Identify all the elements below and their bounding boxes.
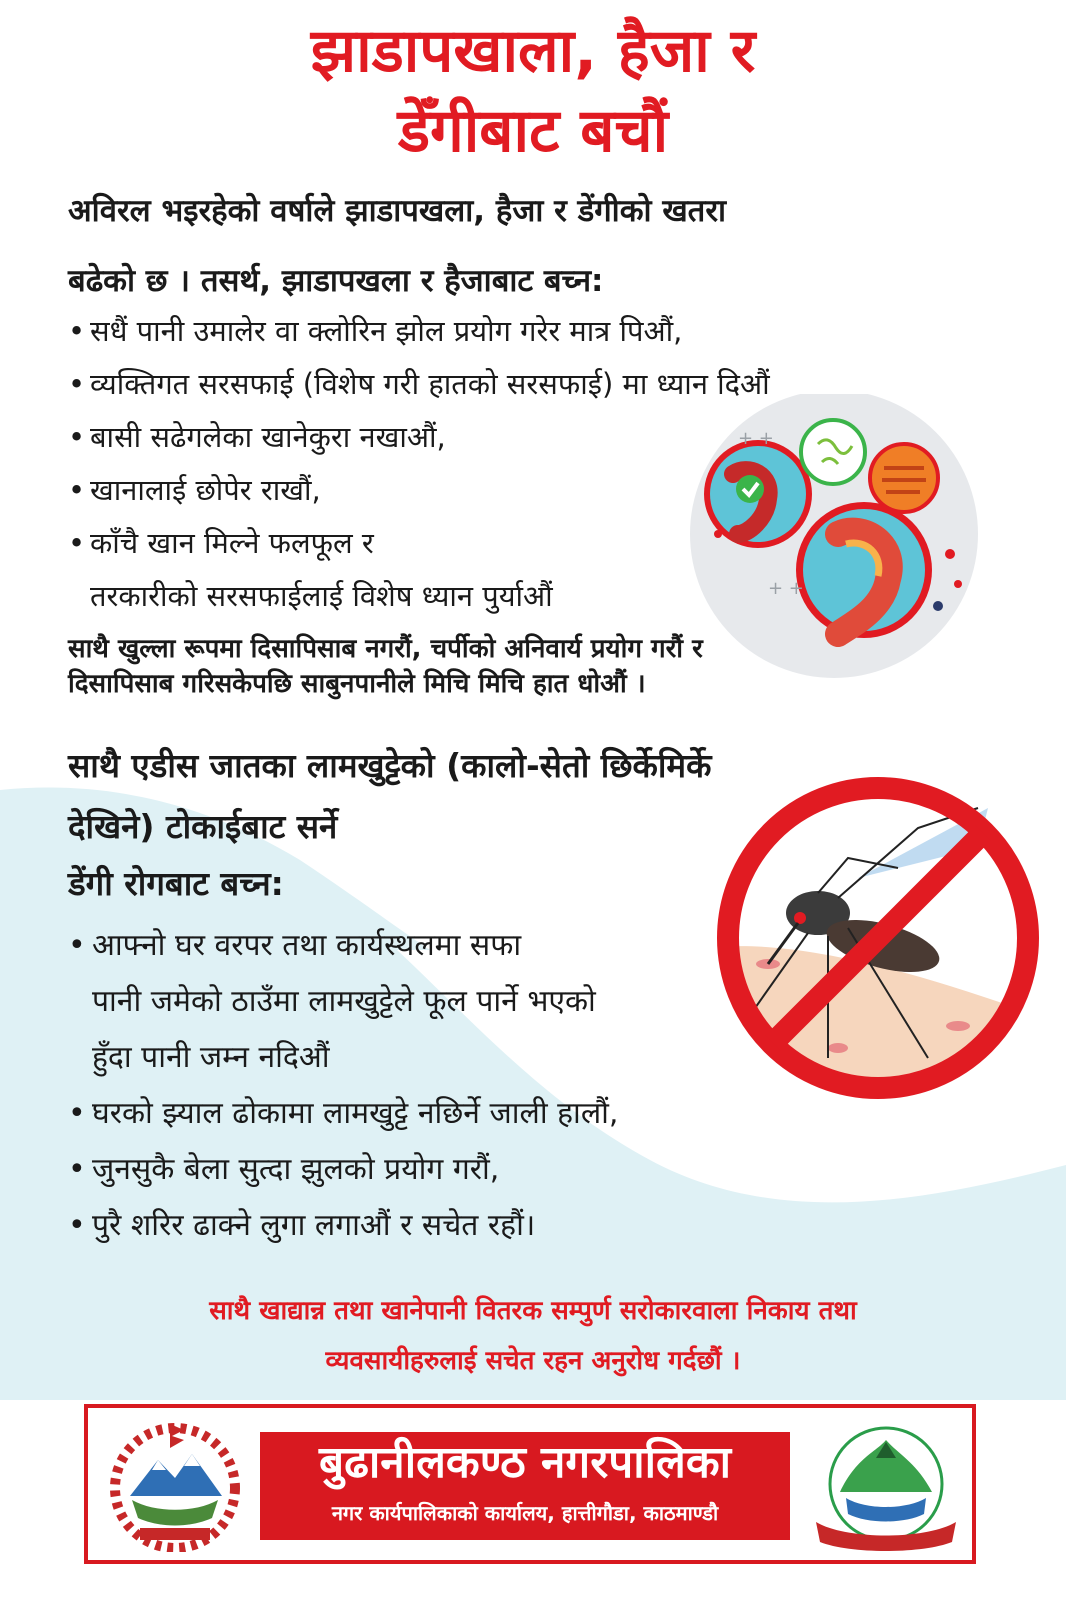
bullet-icon: • — [68, 1096, 86, 1131]
tip-text: आफ्नो घर वरपर तथा कार्यस्थलमा सफा — [92, 928, 522, 963]
dengue-heading-line-2: देखिने) टोकाईबाट सर्ने — [68, 807, 338, 846]
municipality-name: बुढानीलकण्ठ नगरपालिका — [318, 1437, 732, 1488]
list-item — [68, 1086, 768, 1142]
title-line-1: झाडापखाला, हैजा र — [310, 16, 756, 86]
bullet-icon: • — [68, 526, 86, 560]
tip-text: सधैं पानी उमालेर वा क्लोरिन झोल प्रयोग गरेर मात्र पिऔं, — [90, 314, 683, 348]
list-item — [68, 314, 928, 367]
intro-line-2: बढेको छ । तसर्थ, झाडापखला र हैजाबाट बच्न: — [68, 263, 604, 299]
intro-line-1: अविरल भइरहेको वर्षाले झाडापखला, हैजा र डेंगीको खतरा — [68, 193, 727, 229]
nepal-emblem-icon — [100, 1418, 250, 1552]
appeal-line-1: साथै खाद्यान्न तथा खानेपानी वितरक सम्पुर्ण सरोकारवाला निकाय तथा — [209, 1296, 857, 1326]
tip-text: जुनसुकै बेला सुत्दा झुलको प्रयोग गरौं, — [92, 1152, 500, 1187]
office-address: नगर कार्यपालिकाको कार्यालय, हात्तीगौडा, काठमाण्डौ — [331, 1501, 719, 1525]
tip-text: काँचै खान मिल्ने फलफूल र — [90, 526, 374, 560]
svg-text:+ +: + + — [738, 428, 774, 449]
tip-text: पुरै शरिर ढाक्ने लुगा लगाऔं र सचेत रहौं। — [92, 1208, 536, 1243]
bullet-icon: • — [68, 473, 86, 507]
banner-title-box — [260, 1432, 790, 1540]
dengue-heading-line-3: डेंगी रोगबाट बच्न: — [68, 864, 284, 903]
tip-text-continuation: हुँदा पानी जम्न नदिऔं — [92, 1040, 330, 1075]
title-line-2: डेँगीबाट बचौं — [397, 96, 669, 166]
bullet-icon: • — [68, 420, 86, 454]
bullet-icon: • — [68, 1208, 86, 1243]
svg-text:+ +: + + — [768, 578, 804, 599]
sanitation-line-1: साथै खुल्ला रूपमा दिसापिसाब नगरौं, चर्पीको अनिवार्य प्रयोग गरौं र — [68, 634, 703, 664]
sanitation-note — [68, 632, 988, 702]
dengue-heading-line-1: साथै एडीस जातका लामखुट्टेको (कालो-सेतो छिर्केमिर्के — [68, 746, 712, 785]
list-item — [68, 918, 768, 1086]
sanitation-line-2: दिसापिसाब गरिसकेपछि साबुनपानीले मिचि मिचि हात धोऔं । — [68, 669, 646, 699]
bullet-icon: • — [68, 367, 86, 401]
tip-text: बासी सढेगलेका खानेकुरा नखाऔं, — [90, 420, 446, 454]
tip-text: तरकारीको सरसफाईलाई विशेष ध्यान पुर्याऔं — [90, 579, 553, 613]
municipality-logo-icon — [806, 1418, 966, 1552]
dengue-tips-list — [68, 918, 768, 1254]
tip-text-continuation: पानी जमेको ठाउँमा लामखुट्टेले फूल पार्ने भएको — [92, 984, 596, 1019]
tip-text: घरको झ्याल ढोकामा लामखुट्टे नछिर्ने जाली हालौं, — [92, 1096, 619, 1131]
list-item — [68, 1142, 768, 1198]
appeal-note — [40, 1286, 1026, 1386]
appeal-line-2: व्यवसायीहरुलाई सचेत रहन अनुरोध गर्दछौं । — [325, 1346, 741, 1376]
bullet-icon: • — [68, 928, 86, 963]
tip-text: खानालाई छोपेर राखौं, — [90, 473, 321, 507]
bullet-icon: • — [68, 314, 86, 348]
municipality-banner — [84, 1404, 976, 1564]
list-item — [68, 1198, 768, 1254]
bullet-icon: • — [68, 1152, 86, 1187]
tip-text: व्यक्तिगत सरसफाई (विशेष गरी हातको सरसफाई) मा ध्यान दिऔं — [90, 367, 770, 401]
